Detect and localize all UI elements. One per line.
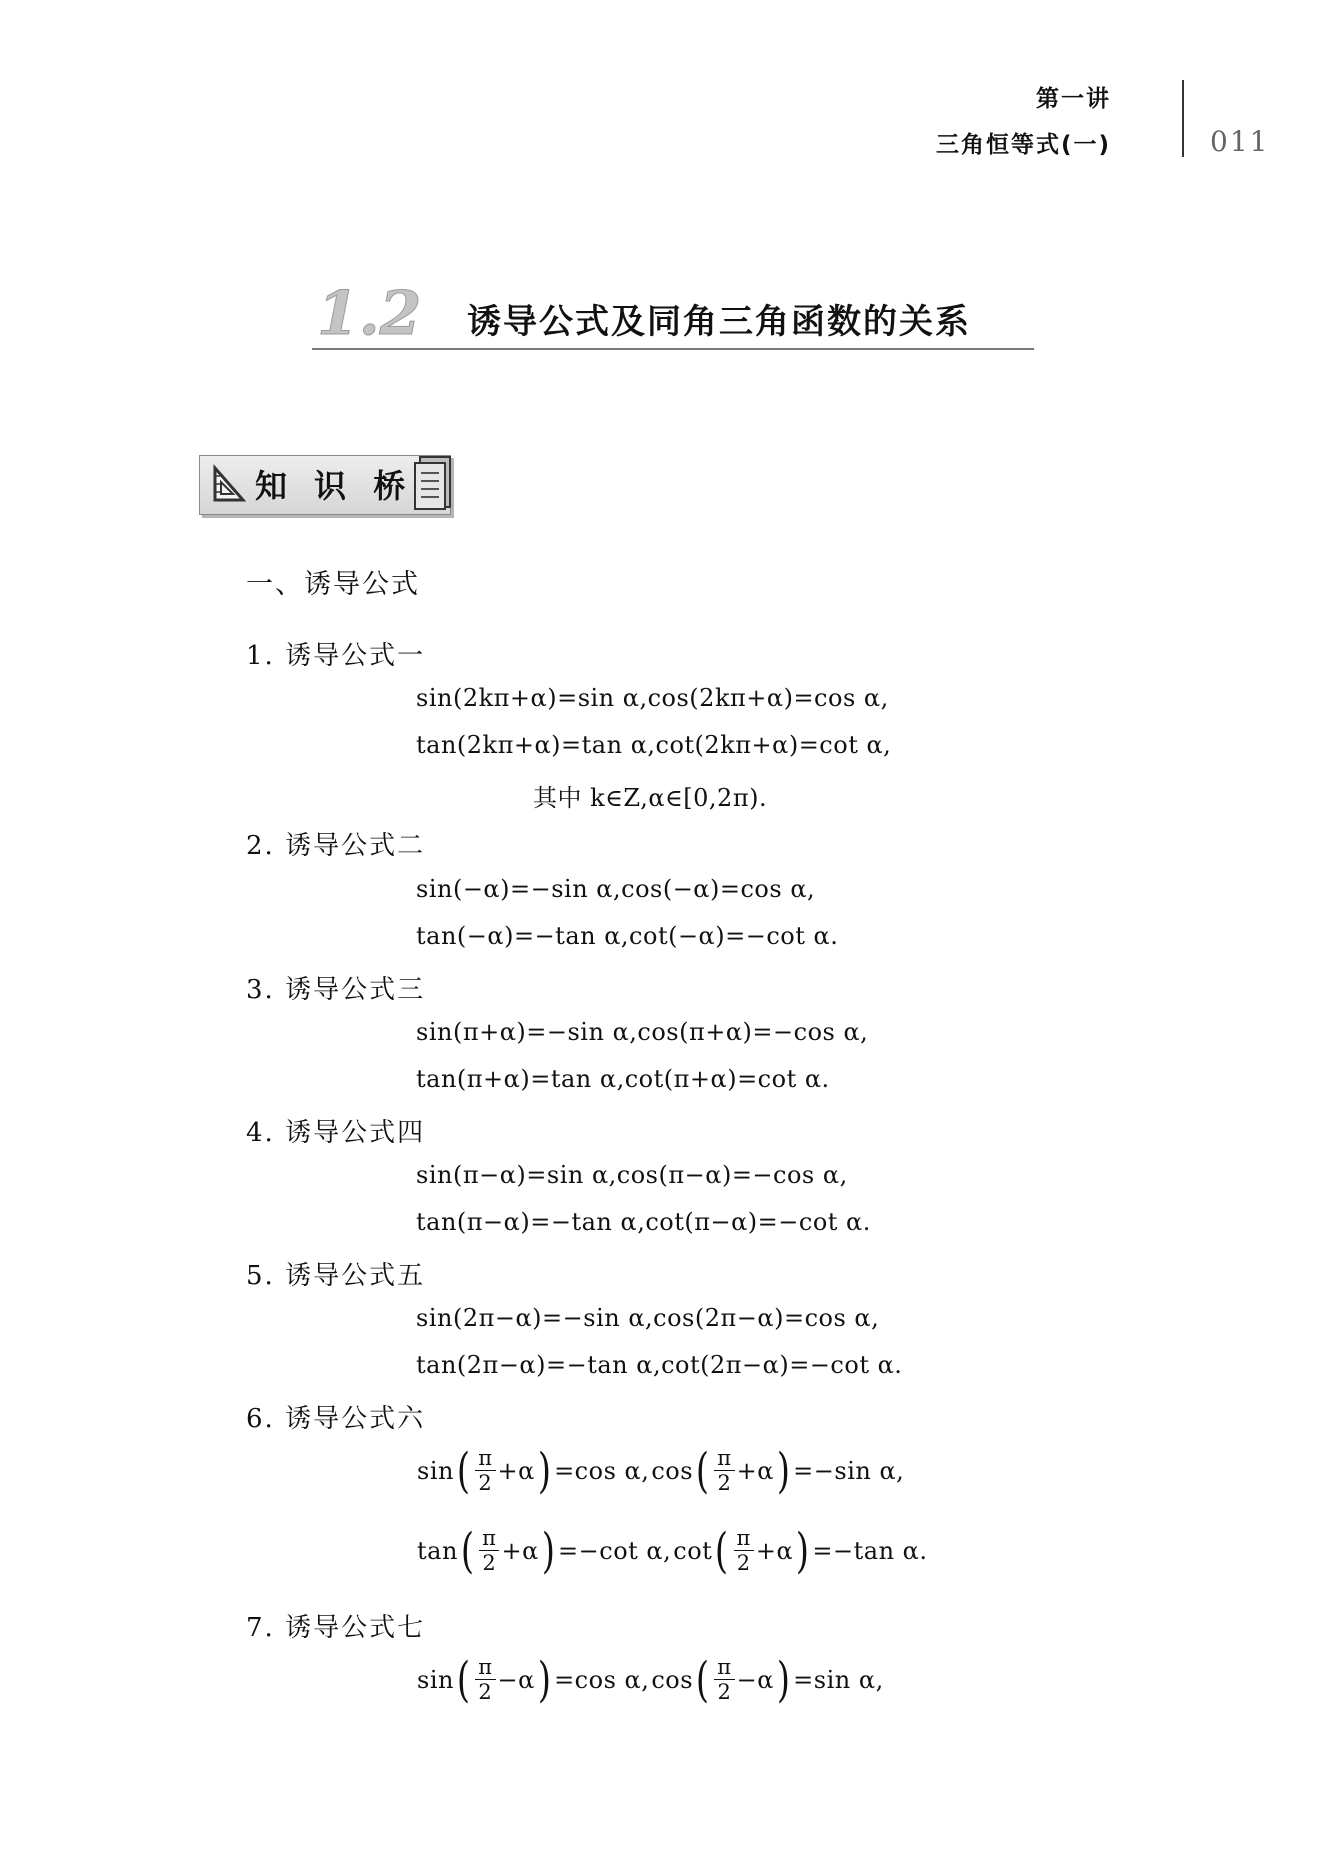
left-paren: ( [460, 1522, 475, 1579]
fraction-numerator: π [475, 1655, 495, 1680]
fraction-numerator: π [734, 1526, 754, 1551]
formula-group-title: 5. 诱导公式五 [246, 1261, 426, 1291]
fraction-term [651, 1442, 905, 1499]
formula-line: tan(−α)=−tan α,cot(−α)=−cot α. [416, 922, 839, 950]
formula-line [416, 1651, 885, 1708]
right-paren: ) [541, 1522, 556, 1579]
operator: +α [501, 1536, 539, 1565]
fraction [714, 1446, 734, 1495]
operator: +α [755, 1536, 794, 1565]
triangle-ruler-icon [211, 464, 247, 504]
formula-result: =−tan α. [812, 1536, 928, 1565]
fraction-numerator: π [714, 1446, 734, 1471]
fraction-denominator: 2 [717, 1680, 732, 1704]
function-name: cos [651, 1665, 694, 1694]
left-paren: ( [715, 1522, 729, 1579]
right-paren: ) [796, 1522, 810, 1579]
formula-line [416, 1442, 905, 1499]
fraction-term [417, 1651, 650, 1708]
formula-group-title: 3. 诱导公式三 [246, 975, 426, 1005]
formula-line: tan(2kπ+α)=tan α,cot(2kπ+α)=cot α, [416, 731, 892, 759]
function-name: tan [417, 1536, 458, 1565]
operator: −α [497, 1665, 535, 1694]
operator: +α [736, 1456, 774, 1485]
fraction-numerator: π [714, 1655, 734, 1680]
running-header-chapter: 第一讲 [1036, 86, 1111, 112]
fraction [475, 1446, 495, 1495]
formula-line: tan(2π−α)=−tan α,cot(2π−α)=−cot α. [416, 1351, 903, 1379]
right-paren: ) [776, 1442, 791, 1499]
header-divider [1182, 80, 1184, 157]
fraction-denominator: 2 [717, 1471, 732, 1495]
page-number: 011 [1210, 125, 1270, 158]
left-paren: ( [456, 1651, 471, 1708]
formula-line: tan(π+α)=tan α,cot(π+α)=cot α. [416, 1065, 830, 1093]
fraction-denominator: 2 [478, 1680, 493, 1704]
function-name: cot [673, 1536, 713, 1565]
fraction [714, 1655, 734, 1704]
section-title: 诱导公式及同角三角函数的关系 [467, 302, 971, 342]
running-header-section: 三角恒等式(一) [935, 132, 1111, 158]
left-paren: ( [695, 1651, 710, 1708]
knowledge-bridge-badge [199, 451, 454, 513]
formula-line: tan(π−α)=−tan α,cot(π−α)=−cot α. [416, 1208, 871, 1236]
function-name: cos [651, 1456, 694, 1485]
formula-result: =−cot α, [558, 1536, 672, 1565]
formula-note: 其中 k∈Z,α∈[0,2π). [533, 784, 768, 812]
operator: +α [497, 1456, 535, 1485]
formula-line: sin(π+α)=−sin α,cos(π+α)=−cos α, [416, 1018, 869, 1046]
right-paren: ) [537, 1442, 552, 1499]
formula-group-title: 1. 诱导公式一 [246, 641, 426, 671]
fraction [734, 1526, 754, 1575]
fraction-term [651, 1651, 884, 1708]
formula-line: sin(2π−α)=−sin α,cos(2π−α)=cos α, [416, 1304, 880, 1332]
right-paren: ) [537, 1651, 552, 1708]
formula-group-title: 2. 诱导公式二 [246, 831, 426, 861]
formula-result: =cos α, [554, 1665, 650, 1694]
function-name: sin [417, 1456, 454, 1485]
formula-line: sin(−α)=−sin α,cos(−α)=cos α, [416, 875, 816, 903]
formula-line [416, 1522, 929, 1579]
fraction-numerator: π [475, 1446, 495, 1471]
section-heading: 一、诱导公式 [246, 569, 420, 600]
fraction [475, 1655, 495, 1704]
formula-group-title: 7. 诱导公式七 [246, 1613, 426, 1643]
fraction-denominator: 2 [482, 1551, 497, 1575]
formula-result: =sin α, [793, 1665, 884, 1694]
fraction-denominator: 2 [736, 1551, 751, 1575]
formula-line: sin(2kπ+α)=sin α,cos(2kπ+α)=cos α, [416, 684, 889, 712]
fraction-term [417, 1442, 650, 1499]
section-title-block [312, 279, 1034, 350]
formula-group-title: 6. 诱导公式六 [246, 1404, 426, 1434]
function-name: sin [417, 1665, 454, 1694]
formula-group-title: 4. 诱导公式四 [246, 1118, 426, 1148]
left-paren: ( [456, 1442, 471, 1499]
formula-line: sin(π−α)=sin α,cos(π−α)=−cos α, [416, 1161, 848, 1189]
fraction [479, 1526, 499, 1575]
formula-result: =−sin α, [793, 1456, 905, 1485]
fraction-term [417, 1522, 672, 1579]
fraction-term [673, 1522, 928, 1579]
notebook-icon [411, 451, 455, 513]
formula-result: =cos α, [554, 1456, 650, 1485]
operator: −α [736, 1665, 774, 1694]
section-number: 1.2 [317, 279, 422, 349]
fraction-denominator: 2 [478, 1471, 493, 1495]
right-paren: ) [776, 1651, 791, 1708]
left-paren: ( [695, 1442, 710, 1499]
fraction-numerator: π [479, 1526, 499, 1551]
badge-label: 知 识 桥 [255, 467, 414, 505]
